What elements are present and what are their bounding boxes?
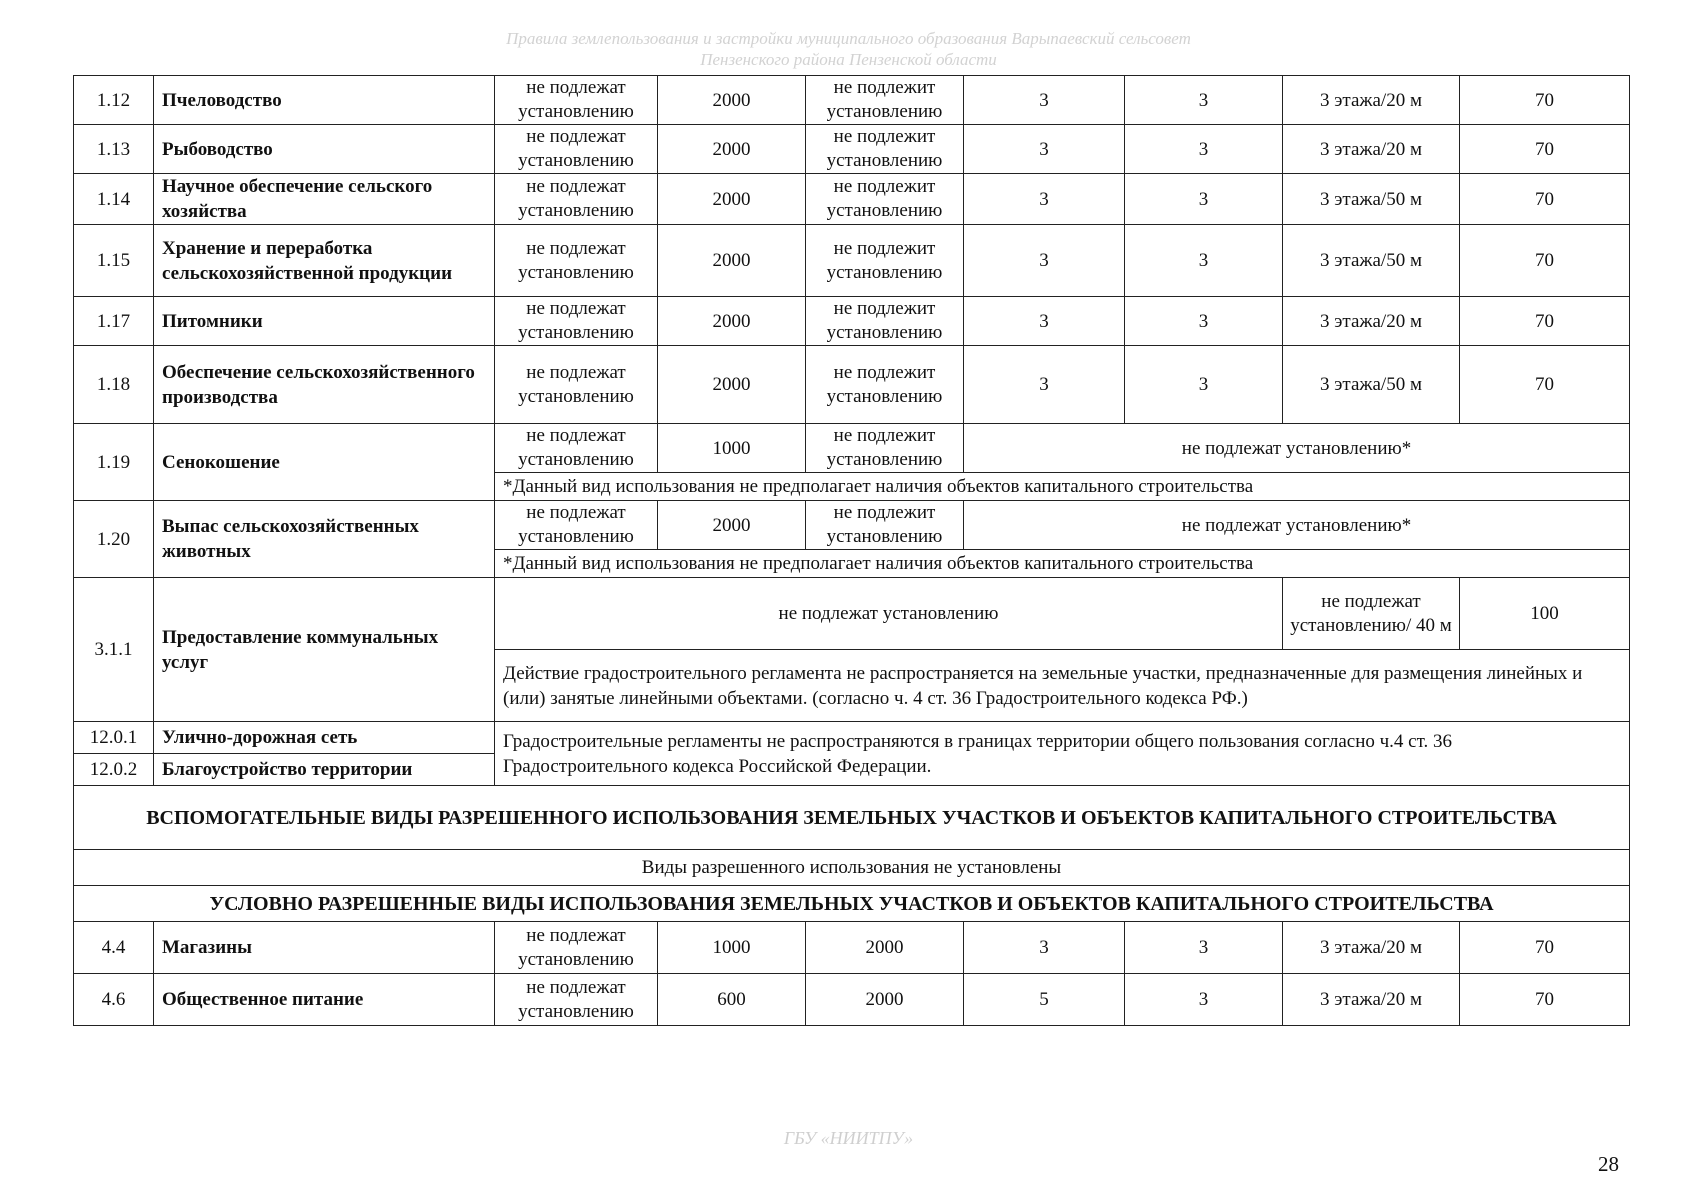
table-cell: 3	[1125, 174, 1283, 225]
table-cell: 2000	[658, 501, 806, 550]
table-cell: 2000	[658, 297, 806, 346]
table-cell: 70	[1460, 76, 1630, 125]
table-row	[74, 346, 1630, 424]
table-cell: не подлежит установлению	[806, 125, 964, 174]
table-cell: 3	[964, 297, 1125, 346]
code-cell: 1.12	[74, 76, 154, 125]
table-cell: 3 этажа/20 м	[1283, 76, 1460, 125]
table-cell: 2000	[658, 125, 806, 174]
table-cell: 70	[1460, 346, 1630, 424]
running-header	[0, 28, 1697, 70]
table-row	[74, 297, 1630, 346]
table-cell: 2000	[658, 76, 806, 125]
table-cell: 3 этажа/20 м	[1283, 297, 1460, 346]
table-cell: 3	[964, 225, 1125, 297]
name-cell: Выпас сельскохозяйственных животных	[154, 501, 495, 578]
table-cell: не подлежат установлению	[495, 76, 658, 125]
code-cell: 1.15	[74, 225, 154, 297]
table-row	[74, 125, 1630, 174]
name-cell: Предоставление коммунальных услуг	[154, 578, 495, 722]
name-cell: Благоустройство территории	[154, 754, 495, 786]
table-cell: 600	[658, 974, 806, 1026]
table-cell: 2000	[806, 974, 964, 1026]
table-row	[74, 174, 1630, 225]
table-cell: 3	[964, 922, 1125, 974]
table-cell: 70	[1460, 125, 1630, 174]
name-cell: Питомники	[154, 297, 495, 346]
table-cell: не подлежат установлению	[495, 297, 658, 346]
note-cell: *Данный вид использования не предполагает наличия объектов капитального строительства	[495, 550, 1630, 578]
table-cell: 1000	[658, 424, 806, 473]
code-cell: 12.0.1	[74, 722, 154, 754]
table-cell: не подлежат установлению	[495, 922, 658, 974]
table-cell: не подлежит установлению	[806, 297, 964, 346]
page-number: 28	[1598, 1152, 1619, 1176]
table-cell: 3 этажа/50 м	[1283, 174, 1460, 225]
table-cell: не подлежит установлению	[806, 225, 964, 297]
table-cell: не подлежат установлению/ 40 м	[1283, 578, 1460, 650]
table-cell: не подлежат установлению	[495, 225, 658, 297]
table-cell: не подлежат установлению*	[964, 424, 1630, 473]
table-cell: 2000	[658, 225, 806, 297]
table-cell: не подлежит установлению	[806, 424, 964, 473]
table-cell: 70	[1460, 974, 1630, 1026]
header-line-2: Пензенского района Пензенской области	[700, 50, 997, 69]
table-row	[74, 578, 1630, 650]
footer-organization: ГБУ «НИИТПУ»	[783, 1128, 914, 1148]
table-cell: не подлежат установлению	[495, 346, 658, 424]
table-cell: 3	[964, 76, 1125, 125]
table-cell: 3	[1125, 297, 1283, 346]
table-row	[74, 722, 1630, 754]
table-cell: не подлежат установлению	[495, 974, 658, 1026]
code-cell: 1.14	[74, 174, 154, 225]
table-cell: не подлежит установлению	[806, 76, 964, 125]
name-cell: Обеспечение сельскохозяйственного производства	[154, 346, 495, 424]
code-cell: 12.0.2	[74, 754, 154, 786]
table-cell: 3	[1125, 225, 1283, 297]
table-cell: 3	[1125, 76, 1283, 125]
name-cell: Улично-дорожная сеть	[154, 722, 495, 754]
code-cell: 1.20	[74, 501, 154, 578]
section-row	[74, 886, 1630, 922]
table-cell: не подлежит установлению	[806, 346, 964, 424]
table-cell: 2000	[658, 174, 806, 225]
name-cell: Научное обеспечение сельского хозяйства	[154, 174, 495, 225]
table-cell: не подлежат установлению*	[964, 501, 1630, 550]
name-cell: Рыбоводство	[154, 125, 495, 174]
table-cell: не подлежат установлению	[495, 501, 658, 550]
code-cell: 4.4	[74, 922, 154, 974]
name-cell: Магазины	[154, 922, 495, 974]
table-cell: 3	[964, 346, 1125, 424]
table-cell: не подлежит установлению	[806, 501, 964, 550]
section-row	[74, 850, 1630, 886]
table-row	[74, 922, 1630, 974]
table-row	[74, 424, 1630, 473]
table-cell: 70	[1460, 174, 1630, 225]
section-title-conditional: УСЛОВНО РАЗРЕШЕННЫЕ ВИДЫ ИСПОЛЬЗОВАНИЯ ЗЕМЕЛЬНЫХ УЧАСТКОВ И ОБЪЕКТОВ КАПИТАЛЬНОГО СТРОИТЕЛЬСТВА	[74, 886, 1630, 922]
table-cell: 2000	[658, 346, 806, 424]
table-cell: 3 этажа/50 м	[1283, 346, 1460, 424]
table-cell: не подлежит установлению	[806, 174, 964, 225]
table-row	[74, 974, 1630, 1026]
code-cell: 1.13	[74, 125, 154, 174]
section-title-auxiliary: ВСПОМОГАТЕЛЬНЫЕ ВИДЫ РАЗРЕШЕННОГО ИСПОЛЬЗОВАНИЯ ЗЕМЕЛЬНЫХ УЧАСТКОВ И ОБЪЕКТОВ КАПИТАЛЬНОГО СТРОИТЕЛЬСТВА	[74, 786, 1630, 850]
table-cell: 70	[1460, 922, 1630, 974]
table-cell: 3 этажа/20 м	[1283, 974, 1460, 1026]
note-cell: Действие градостроительного регламента не распространяется на земельные участки, предназначенные для размещения линейных и (или) занятые линейными объектами. (согласно ч. 4 ст. 36 Градостроительного кодекса РФ.)	[495, 650, 1630, 722]
code-cell: 1.17	[74, 297, 154, 346]
table-cell: 3	[964, 125, 1125, 174]
table-cell: не подлежат установлению	[495, 424, 658, 473]
table-cell: 3	[964, 174, 1125, 225]
table-cell: 3	[1125, 974, 1283, 1026]
section-row	[74, 786, 1630, 850]
note-cell: *Данный вид использования не предполагает наличия объектов капитального строительства	[495, 473, 1630, 501]
name-cell: Общественное питание	[154, 974, 495, 1026]
table-cell: 70	[1460, 225, 1630, 297]
table-cell: 100	[1460, 578, 1630, 650]
table-cell: 3	[1125, 922, 1283, 974]
table-cell: 3	[1125, 346, 1283, 424]
regulations-table	[73, 75, 1630, 1026]
table-cell: 5	[964, 974, 1125, 1026]
table-row	[74, 501, 1630, 550]
name-cell: Сенокошение	[154, 424, 495, 501]
code-cell: 4.6	[74, 974, 154, 1026]
table-cell: 1000	[658, 922, 806, 974]
note-cell: Градостроительные регламенты не распространяются в границах территории общего пользования согласно ч.4 ст. 36 Градостроительного кодекса Российской Федерации.	[495, 722, 1630, 786]
table-cell: 70	[1460, 297, 1630, 346]
table-cell: не подлежат установлению	[495, 125, 658, 174]
table-cell: 3 этажа/20 м	[1283, 922, 1460, 974]
code-cell: 3.1.1	[74, 578, 154, 722]
table-cell: 3 этажа/20 м	[1283, 125, 1460, 174]
table-cell: 3 этажа/50 м	[1283, 225, 1460, 297]
code-cell: 1.18	[74, 346, 154, 424]
code-cell: 1.19	[74, 424, 154, 501]
table-cell: не подлежат установлению	[495, 578, 1283, 650]
table-cell: 2000	[806, 922, 964, 974]
name-cell: Пчеловодство	[154, 76, 495, 125]
section-note: Виды разрешенного использования не установлены	[74, 850, 1630, 886]
table-row	[74, 225, 1630, 297]
table-cell: не подлежат установлению	[495, 174, 658, 225]
header-line-1: Правила землепользования и застройки муниципального образования Варыпаевский сельсовет	[506, 29, 1191, 48]
name-cell: Хранение и переработка сельскохозяйственной продукции	[154, 225, 495, 297]
table-row	[74, 76, 1630, 125]
table-cell: 3	[1125, 125, 1283, 174]
